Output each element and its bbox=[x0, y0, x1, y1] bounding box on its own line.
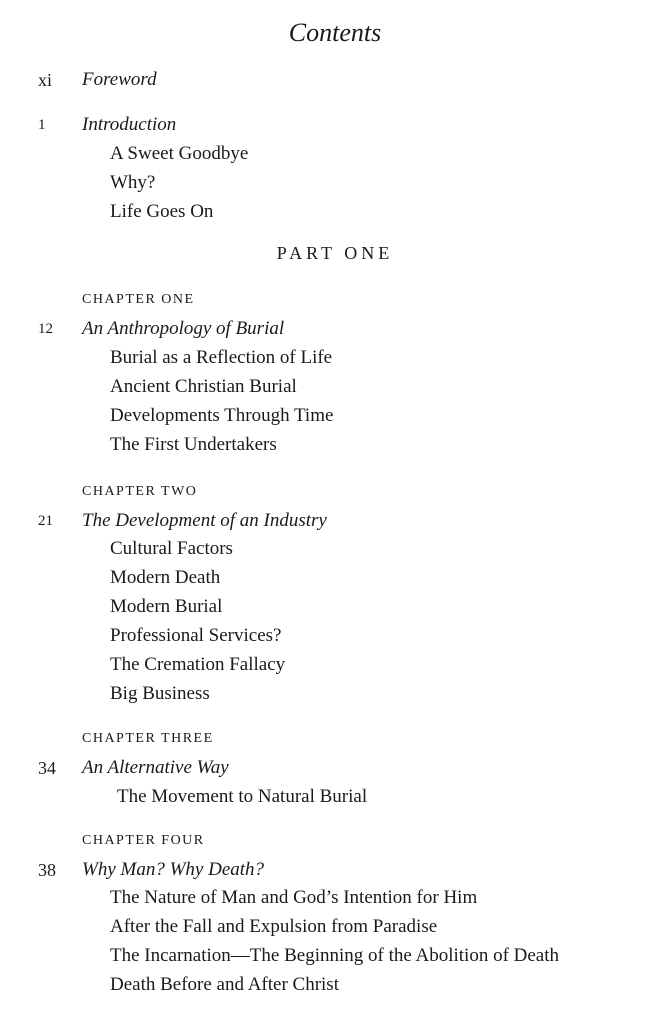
toc-subentry: The First Undertakers bbox=[110, 434, 277, 455]
page-number: 34 bbox=[38, 758, 56, 778]
toc-subentry: Burial as a Reflection of Life bbox=[110, 347, 333, 368]
page-title: Contents bbox=[288, 18, 382, 47]
page-number: 21 bbox=[38, 513, 53, 529]
toc-subentry: The Cremation Fallacy bbox=[110, 654, 286, 675]
toc-entry-chapter-two bbox=[0, 507, 670, 535]
toc-subentry: Modern Death bbox=[110, 567, 221, 588]
toc-subentry: The Nature of Man and God’s Intention for Him bbox=[110, 887, 478, 908]
part-heading: PART ONE bbox=[276, 243, 394, 263]
toc-subentry: Life Goes On bbox=[110, 201, 214, 222]
chapter-label: CHAPTER TWO bbox=[82, 484, 198, 499]
entry-title: An Anthropology of Burial bbox=[82, 318, 285, 339]
entry-title: Foreword bbox=[82, 69, 157, 90]
toc-subentry: Developments Through Time bbox=[110, 405, 334, 426]
toc-entry-chapter-one bbox=[0, 315, 670, 343]
entry-title: An Alternative Way bbox=[82, 757, 229, 778]
toc-entry-introduction bbox=[0, 111, 670, 139]
toc-subentry: The Movement to Natural Burial bbox=[117, 786, 368, 807]
page-number: 1 bbox=[38, 117, 46, 133]
chapter-label: CHAPTER ONE bbox=[82, 292, 195, 307]
page-number: xi bbox=[38, 70, 53, 90]
chapter-label: CHAPTER THREE bbox=[82, 731, 214, 746]
toc-subentry: Death Before and After Christ bbox=[110, 974, 339, 995]
toc-subentry: Why? bbox=[110, 172, 156, 193]
toc-subentry: A Sweet Goodbye bbox=[110, 143, 249, 164]
entry-title: The Development of an Industry bbox=[82, 510, 327, 531]
page-number: 38 bbox=[38, 860, 56, 880]
toc-subentry: After the Fall and Expulsion from Paradise bbox=[110, 916, 438, 937]
chapter-label: CHAPTER FOUR bbox=[82, 833, 205, 848]
page-number: 12 bbox=[38, 321, 53, 337]
toc-subentry: Ancient Christian Burial bbox=[110, 376, 297, 397]
toc-subentry: Professional Services? bbox=[110, 625, 282, 646]
toc-entry-chapter-three bbox=[0, 754, 670, 782]
toc-subentry: Modern Burial bbox=[110, 596, 223, 617]
toc-subentry: Cultural Factors bbox=[110, 538, 233, 559]
toc-subentry: The Incarnation—The Beginning of the Abolition of Death bbox=[110, 945, 560, 966]
entry-title: Introduction bbox=[82, 114, 177, 135]
toc-entry-foreword bbox=[0, 66, 670, 94]
entry-title: Why Man? Why Death? bbox=[82, 859, 265, 880]
toc-entry-chapter-four bbox=[0, 856, 670, 884]
toc-subentry: Big Business bbox=[110, 683, 210, 704]
